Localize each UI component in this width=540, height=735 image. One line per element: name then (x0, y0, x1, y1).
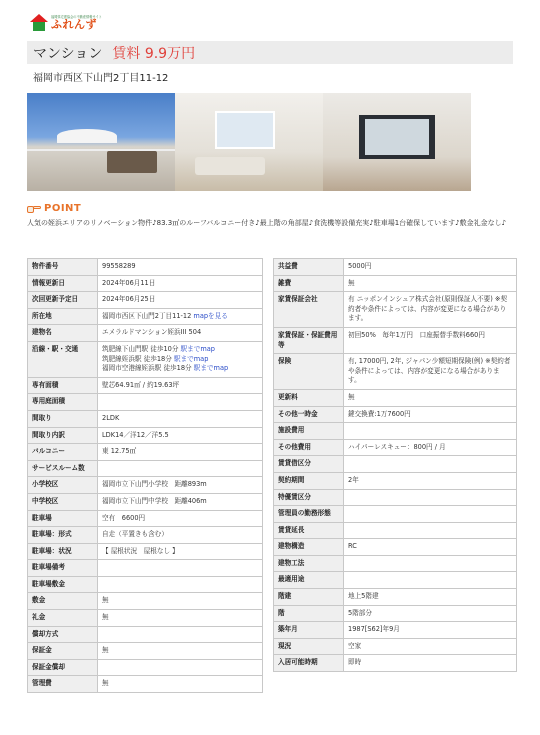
row-value: 5階部分 (344, 605, 517, 622)
table-row (274, 423, 517, 440)
site-logo[interactable] (30, 12, 110, 34)
table-row (28, 259, 263, 276)
row-value: LDK14／洋12／洋5.5 (98, 427, 263, 444)
row-value: 5000円 (344, 259, 517, 276)
row-value (344, 423, 517, 440)
table-row (274, 555, 517, 572)
map-link[interactable]: mapを見る (193, 311, 228, 320)
row-value (98, 341, 263, 377)
table-row (28, 427, 263, 444)
table-row (274, 655, 517, 672)
table-row (28, 377, 263, 394)
table-row (274, 456, 517, 473)
row-label: バルコニー (28, 444, 98, 461)
table-row (274, 489, 517, 506)
photo-roof-balcony[interactable] (27, 93, 175, 191)
table-row (274, 522, 517, 539)
row-value: 無 (98, 676, 263, 693)
row-label: 最適用途 (274, 572, 344, 589)
table-row (28, 643, 263, 660)
row-value: 空有 6600円 (98, 510, 263, 527)
point-heading (27, 203, 81, 214)
row-value: RC (344, 539, 517, 556)
row-value (344, 489, 517, 506)
station-map-link[interactable]: 駅までmap (193, 364, 229, 373)
station-access: 筑肥線姪浜駅 徒歩18分 (102, 354, 172, 363)
table-row (28, 444, 263, 461)
row-label: 駐車場：形式 (28, 527, 98, 544)
row-label: 管理員の勤務形態 (274, 506, 344, 523)
row-value: 福岡市立下山門小学校 距離893m (98, 477, 263, 494)
row-value: 福岡市立下山門中学校 距離406m (98, 493, 263, 510)
row-value (344, 572, 517, 589)
row-label: 建物構造 (274, 539, 344, 556)
row-label: 償却方式 (28, 626, 98, 643)
row-label: 階 (274, 605, 344, 622)
table-row (28, 593, 263, 610)
row-label: 雑費 (274, 275, 344, 292)
row-value (98, 576, 263, 593)
address-value: 福岡市西区下山門2丁目11-12 (102, 311, 192, 320)
row-label: 物件番号 (28, 259, 98, 276)
row-label: 専有面積 (28, 377, 98, 394)
table-row (28, 394, 263, 411)
table-row (28, 477, 263, 494)
row-value: 無 (98, 643, 263, 660)
spec-table-left (27, 258, 263, 693)
row-value (98, 659, 263, 676)
photo-living-room[interactable] (175, 93, 323, 191)
row-label: 特優賃区分 (274, 489, 344, 506)
table-row (28, 659, 263, 676)
row-value: 即時 (344, 655, 517, 672)
row-label: 賃貸延長 (274, 522, 344, 539)
row-label: その他費用 (274, 439, 344, 456)
row-value: 壁芯64.91㎡ / 約19.63坪 (98, 377, 263, 394)
table-row (28, 543, 263, 560)
station-access: 福岡市空港線姪浜駅 徒歩18分 (102, 364, 192, 373)
logo-tagline: 福岡県宅建協会の不動産情報サイト (51, 14, 102, 19)
row-label: 敷金 (28, 593, 98, 610)
row-label: 家賃保証・保証費用等 (274, 327, 344, 353)
point-description: 人気の姪浜エリアのリノベーション物件♪83.3㎡のルーフバルコニー付き♪最上階の角部屋♪食洗機等設備充実♪駐車場1台確保しています♪敷金礼金なし♪ (27, 219, 507, 227)
table-row (274, 472, 517, 489)
table-row (28, 610, 263, 627)
row-label: 築年月 (274, 622, 344, 639)
row-value: 【 屋根状況 屋根なし 】 (98, 543, 263, 560)
row-value: 無 (344, 389, 517, 406)
row-label: 共益費 (274, 259, 344, 276)
row-value (98, 308, 263, 325)
table-row (274, 506, 517, 523)
row-value (344, 522, 517, 539)
row-label: 階建 (274, 589, 344, 606)
table-row (28, 292, 263, 309)
row-label: 賃貸借区分 (274, 456, 344, 473)
row-value (344, 456, 517, 473)
row-label: 保証金償却 (28, 659, 98, 676)
row-value (98, 460, 263, 477)
row-value: 空家 (344, 638, 517, 655)
row-value: 自走（平置きも含む） (98, 527, 263, 544)
spec-table-right (273, 258, 517, 672)
title-bar (27, 41, 513, 64)
table-row (28, 308, 263, 325)
table-row (274, 638, 517, 655)
logo-brand: ふれんず (51, 18, 97, 32)
table-row (28, 325, 263, 342)
pointing-hand-icon (27, 204, 41, 214)
row-label: 駐車場 (28, 510, 98, 527)
table-row (28, 510, 263, 527)
point-label: POINT (44, 203, 82, 214)
table-row (28, 676, 263, 693)
rent-price: 賃料 9.9万円 (112, 45, 196, 62)
row-value: 初回50% 毎年1万円 口座振替手数料660円 (344, 327, 517, 353)
table-row (274, 589, 517, 606)
row-label: 沿線・駅・交通 (28, 341, 98, 377)
row-value: 2024年06月25日 (98, 292, 263, 309)
row-value: 無 (98, 610, 263, 627)
property-address: 福岡市西区下山門2丁目11-12 (33, 73, 169, 84)
table-row (274, 622, 517, 639)
table-row (274, 389, 517, 406)
row-label: 建物名 (28, 325, 98, 342)
table-row (28, 527, 263, 544)
row-label: 建物工法 (274, 555, 344, 572)
table-row (28, 493, 263, 510)
row-value: 無 (344, 275, 517, 292)
table-row (274, 605, 517, 622)
row-label: その他一時金 (274, 406, 344, 423)
row-label: 専用庭面積 (28, 394, 98, 411)
row-label: 現況 (274, 638, 344, 655)
row-value (344, 555, 517, 572)
photo-bedroom[interactable] (323, 93, 471, 191)
row-label: 更新料 (274, 389, 344, 406)
row-label: 小学校区 (28, 477, 98, 494)
table-row (28, 410, 263, 427)
table-row (274, 259, 517, 276)
table-row (274, 354, 517, 390)
table-row (274, 572, 517, 589)
station-map-link[interactable]: 駅までmap (173, 354, 209, 363)
row-label: 駐車場備考 (28, 560, 98, 577)
row-value: 2年 (344, 472, 517, 489)
row-value: 1987[S62]年9月 (344, 622, 517, 639)
row-value: 2LDK (98, 410, 263, 427)
table-row (274, 275, 517, 292)
station-map-link[interactable]: 駅までmap (180, 344, 215, 353)
table-row (274, 539, 517, 556)
row-value: 有 ニッポンインシュア株式会社(原則保証人不要) ※契約者や条件によっては、内容が変更になる場合があります。 (344, 292, 517, 328)
row-value: 東 12.75㎡ (98, 444, 263, 461)
house-logo-icon (30, 14, 48, 32)
row-label: 家賃保証会社 (274, 292, 344, 328)
table-row (28, 626, 263, 643)
row-label: サービスルーム数 (28, 460, 98, 477)
table-row (274, 439, 517, 456)
table-row (28, 460, 263, 477)
row-label: 情報更新日 (28, 275, 98, 292)
row-label: 中学校区 (28, 493, 98, 510)
row-value (344, 506, 517, 523)
table-row (274, 327, 517, 353)
row-value: ハイパーレスキュー：800円 / 月 (344, 439, 517, 456)
row-label: 入居可能時期 (274, 655, 344, 672)
row-value (98, 394, 263, 411)
row-value: 2024年06月11日 (98, 275, 263, 292)
row-value: 99558289 (98, 259, 263, 276)
table-row (28, 576, 263, 593)
row-label: 駐車場敷金 (28, 576, 98, 593)
row-label: 次回更新予定日 (28, 292, 98, 309)
table-row (274, 406, 517, 423)
row-label: 駐車場：状況 (28, 543, 98, 560)
row-value: 有, 17000円, 2年, ジャパン少額短期保険(例) ※契約者や条件によっては、内容が変更になる場合があります。 (344, 354, 517, 390)
row-value: エメラルドマンション姪浜III 504 (98, 325, 263, 342)
table-row (274, 292, 517, 328)
row-label: 礼金 (28, 610, 98, 627)
table-row (28, 341, 263, 377)
row-label: 所在地 (28, 308, 98, 325)
row-label: 保険 (274, 354, 344, 390)
row-label: 間取り (28, 410, 98, 427)
row-value: 鍵交換費:1万7600円 (344, 406, 517, 423)
row-value: 地上5階建 (344, 589, 517, 606)
property-type: マンション (33, 45, 103, 62)
row-label: 保証金 (28, 643, 98, 660)
table-row (28, 560, 263, 577)
row-value (98, 560, 263, 577)
row-label: 施設費用 (274, 423, 344, 440)
table-row (28, 275, 263, 292)
photo-gallery (27, 93, 471, 191)
row-label: 管理費 (28, 676, 98, 693)
row-label: 間取り内訳 (28, 427, 98, 444)
row-label: 契約期間 (274, 472, 344, 489)
row-value (98, 626, 263, 643)
row-value: 無 (98, 593, 263, 610)
station-access: 筑肥線下山門駅 徒歩10分 (102, 344, 179, 353)
